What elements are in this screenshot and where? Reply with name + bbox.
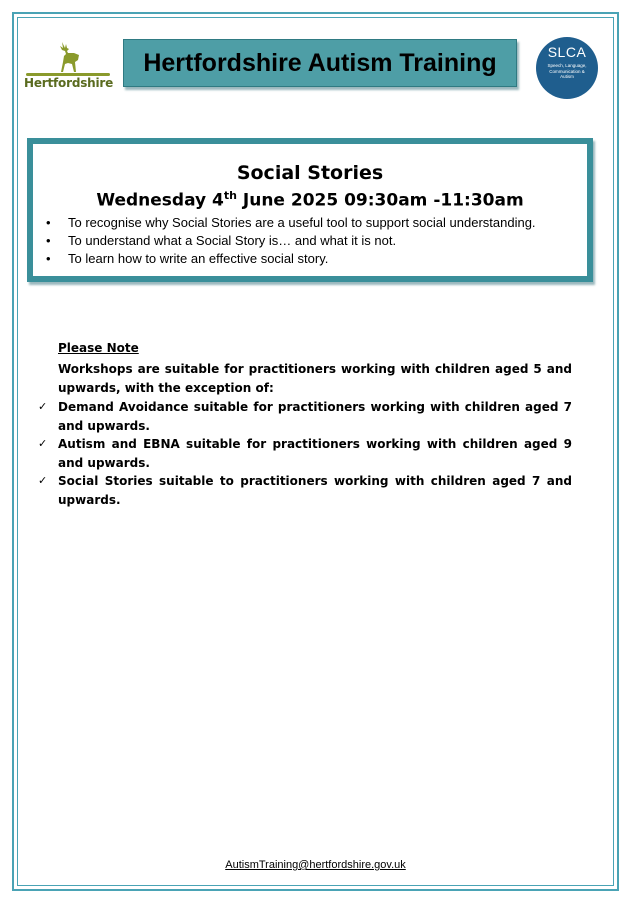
objectives-list xyxy=(43,214,536,268)
exception-text: Autism and EBNA suitable for practitioners working with children aged 9 and upwards. xyxy=(58,437,572,470)
check-icon: ✓ xyxy=(38,474,48,487)
objective-item: • To understand what a Social Story is… and what it is not. xyxy=(43,232,536,250)
course-date-ordinal: th xyxy=(223,189,237,202)
course-date xyxy=(33,189,587,211)
course-date-suffix: June 2025 09:30am -11:30am xyxy=(236,190,524,211)
hertfordshire-wordmark: Hertfordshire xyxy=(24,76,114,90)
page-title-banner xyxy=(123,39,517,87)
exception-item xyxy=(35,435,572,472)
course-date-prefix: Wednesday 4 xyxy=(96,190,224,211)
exceptions-list xyxy=(35,398,572,509)
slca-subtitle: Speech, Language, Communication & Autism xyxy=(547,63,587,79)
course-title: Social Stories xyxy=(236,162,384,184)
exception-item xyxy=(35,472,572,509)
exception-text: Demand Avoidance suitable for practitioners working with children aged 7 and upwards. xyxy=(58,400,572,433)
objective-item: • To recognise why Social Stories are a useful tool to support social understanding. xyxy=(43,214,536,232)
check-icon: ✓ xyxy=(38,437,48,450)
slca-acronym: SLCA xyxy=(547,44,587,60)
hertfordshire-logo xyxy=(24,40,112,96)
exception-item xyxy=(35,398,572,435)
objective-item: • To learn how to write an effective social story. xyxy=(43,250,536,268)
note-heading: Please Note xyxy=(58,341,139,355)
slca-logo xyxy=(536,37,598,99)
course-details-box xyxy=(27,138,593,282)
check-icon: ✓ xyxy=(38,400,48,413)
stag-icon xyxy=(50,40,86,74)
page-title: Hertfordshire Autism Training xyxy=(143,48,497,77)
note-intro: Workshops are suitable for practitioners working with children aged 5 and upwards, with the exception of: xyxy=(58,362,572,395)
exception-text: Social Stories suitable to practitioners working with children aged 7 and upwards. xyxy=(58,474,572,507)
contact-email-link[interactable]: AutismTraining@hertfordshire.gov.uk xyxy=(225,859,406,871)
